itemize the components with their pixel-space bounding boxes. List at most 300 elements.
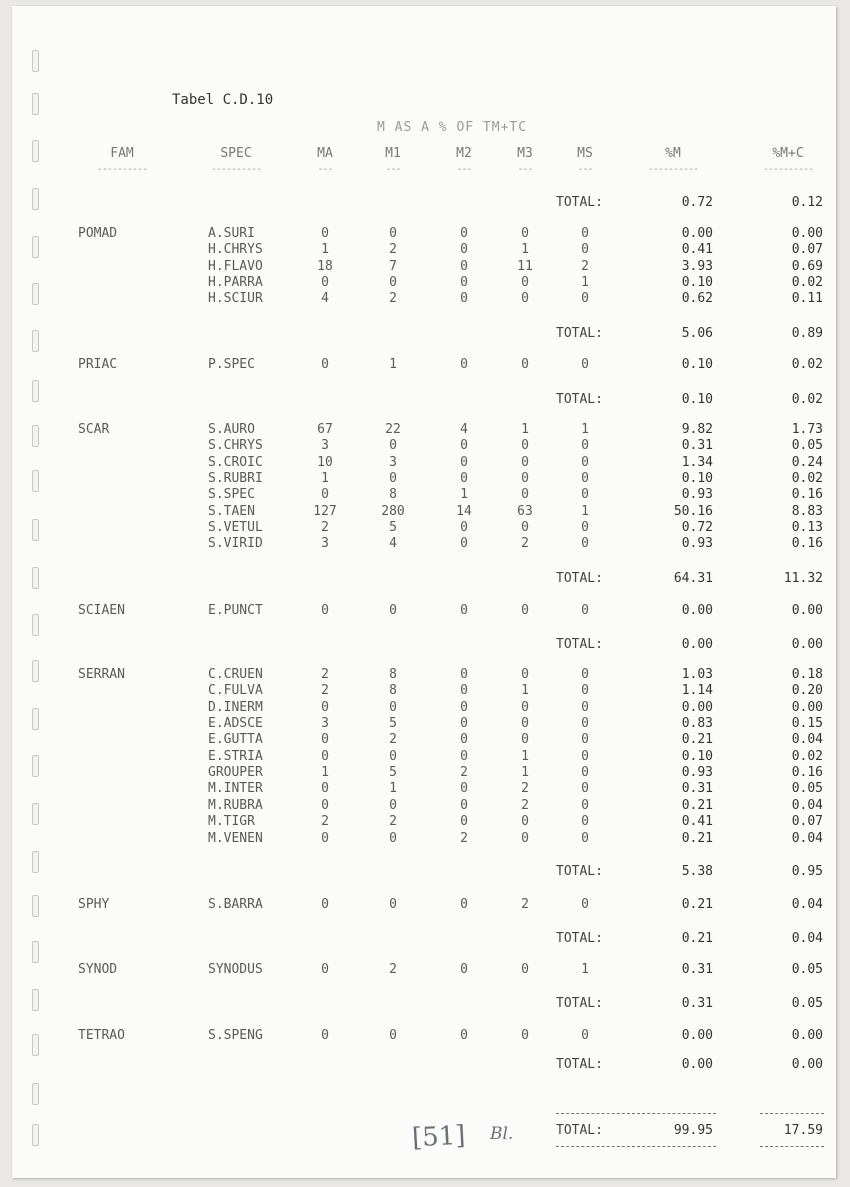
binder-hole	[32, 380, 39, 402]
pct-mc: 0.02	[791, 471, 823, 487]
total-pct-m: 0.00	[681, 637, 713, 652]
ms-count: 0	[581, 454, 589, 470]
ma-count: 3	[321, 536, 329, 552]
pct-mc: 0.16	[791, 536, 823, 552]
m1-count: 280	[381, 503, 405, 519]
m1-count: 8	[389, 667, 397, 682]
column-header-fam: FAM	[110, 146, 134, 161]
ms-count: 0	[581, 716, 589, 732]
family-name: SCIAEN	[78, 603, 125, 618]
m1-count: 5	[389, 716, 397, 732]
pct-mc: 0.07	[791, 242, 823, 258]
family-name: TETRAO	[78, 1028, 125, 1043]
pct-m: 0.93	[681, 765, 713, 781]
ma-count: 0	[321, 830, 329, 846]
ms-count: 1	[581, 422, 589, 437]
m1-count: 22	[385, 422, 401, 437]
m2-count: 0	[460, 732, 468, 748]
ma-count: 0	[321, 748, 329, 764]
ms-count: 0	[581, 536, 589, 552]
document-page	[12, 6, 836, 1178]
header-underline: ----------	[647, 164, 699, 175]
family-name: SCAR	[78, 422, 110, 437]
species-code: H.FLAVO	[208, 258, 263, 274]
binder-hole	[32, 989, 39, 1011]
ma-count: 0	[321, 699, 329, 715]
species-code: S.BARRA	[208, 897, 263, 912]
pct-mc: 0.04	[791, 797, 823, 813]
pct-m: 0.10	[681, 357, 713, 372]
species-code: C.CRUEN	[208, 667, 263, 682]
species-code: SYNODUS	[208, 962, 263, 977]
species-code: M.INTER	[208, 781, 263, 797]
grand-total-rule-top-mc	[760, 1113, 824, 1114]
m3-count: 1	[521, 748, 529, 764]
m2-count: 0	[460, 781, 468, 797]
total-pct-mc: 0.95	[791, 864, 823, 879]
species-code: E.ADSCE	[208, 716, 263, 732]
ms-count: 0	[581, 226, 589, 241]
m3-count: 0	[521, 814, 529, 830]
m1-count: 0	[389, 699, 397, 715]
total-pct-m: 0.10	[681, 392, 713, 407]
m2-count: 0	[460, 897, 468, 912]
ms-count: 0	[581, 814, 589, 830]
m3-count: 1	[521, 765, 529, 781]
ma-count: 0	[321, 897, 329, 912]
binder-hole	[32, 1034, 39, 1056]
ma-count: 0	[321, 357, 329, 372]
pct-mc: 0.69	[791, 258, 823, 274]
ms-count: 0	[581, 748, 589, 764]
pct-mc: 0.16	[791, 487, 823, 503]
m3-count: 0	[521, 275, 529, 291]
m2-count: 0	[460, 275, 468, 291]
ms-count: 1	[581, 275, 589, 291]
m3-count: 0	[521, 732, 529, 748]
species-code: S.VETUL	[208, 520, 263, 536]
family-name: POMAD	[78, 226, 118, 241]
species-code: A.SURI	[208, 226, 255, 241]
column-header-m: %M	[665, 146, 681, 161]
ms-count: 0	[581, 797, 589, 813]
m2-count: 0	[460, 454, 468, 470]
m1-count: 0	[389, 603, 397, 618]
species-code: S.RUBRI	[208, 471, 263, 487]
pct-mc: 0.11	[791, 291, 823, 307]
m3-count: 2	[521, 797, 529, 813]
total-pct-mc: 11.32	[783, 571, 823, 586]
m3-count: 0	[521, 667, 529, 682]
species-code: E.GUTTA	[208, 732, 263, 748]
binder-hole	[32, 1124, 39, 1146]
total-label: TOTAL:	[556, 326, 603, 341]
pct-m: 3.93	[681, 258, 713, 274]
binder-hole	[32, 895, 39, 917]
m1-count: 0	[389, 1028, 397, 1043]
ma-count: 0	[321, 781, 329, 797]
binder-hole	[32, 1083, 39, 1105]
pct-mc: 8.83	[791, 503, 823, 519]
total-label: TOTAL:	[556, 996, 603, 1011]
m1-count: 0	[389, 226, 397, 241]
m2-count: 0	[460, 716, 468, 732]
pct-m: 0.21	[681, 732, 713, 748]
column-header-m2: M2	[456, 146, 472, 161]
total-pct-m: 5.38	[681, 864, 713, 879]
family-name: PRIAC	[78, 357, 118, 372]
m2-count: 2	[460, 830, 468, 846]
m3-count: 0	[521, 716, 529, 732]
ms-count: 0	[581, 781, 589, 797]
column-header-m1: M1	[385, 146, 401, 161]
pct-m: 0.93	[681, 487, 713, 503]
header-underline: ---	[385, 164, 401, 175]
total-pct-mc: 0.02	[791, 392, 823, 407]
pct-mc: 0.13	[791, 520, 823, 536]
pct-mc: 0.05	[791, 781, 823, 797]
pct-m: 1.34	[681, 454, 713, 470]
m2-count: 0	[460, 520, 468, 536]
table-title: Tabel C.D.10	[172, 92, 274, 108]
total-label: TOTAL:	[556, 1123, 603, 1138]
species-code: C.FULVA	[208, 683, 263, 699]
species-code: S.SPENG	[208, 1028, 263, 1043]
total-pct-mc: 0.12	[791, 195, 823, 210]
m1-count: 0	[389, 748, 397, 764]
binder-hole	[32, 941, 39, 963]
grand-total-rule-bottom	[556, 1146, 716, 1147]
pct-mc: 0.24	[791, 454, 823, 470]
species-code: H.PARRA	[208, 275, 263, 291]
pct-m: 50.16	[673, 503, 713, 519]
pct-mc: 1.73	[791, 422, 823, 437]
m1-count: 0	[389, 471, 397, 487]
pct-m: 0.21	[681, 797, 713, 813]
pct-mc: 0.18	[791, 667, 823, 682]
m3-count: 0	[521, 1028, 529, 1043]
m1-count: 7	[389, 258, 397, 274]
pct-m: 0.00	[681, 226, 713, 241]
binder-hole	[32, 93, 39, 115]
total-label: TOTAL:	[556, 637, 603, 652]
total-label: TOTAL:	[556, 195, 603, 210]
species-code: S.SPEC	[208, 487, 255, 503]
m1-count: 0	[389, 797, 397, 813]
ma-count: 0	[321, 275, 329, 291]
header-underline: ---	[517, 164, 533, 175]
total-label: TOTAL:	[556, 864, 603, 879]
pct-m: 9.82	[681, 422, 713, 437]
pct-m: 0.21	[681, 897, 713, 912]
species-code: H.SCIUR	[208, 291, 263, 307]
binder-hole	[32, 188, 39, 210]
handwritten-page-number: [51]	[411, 1120, 467, 1154]
ma-count: 0	[321, 226, 329, 241]
binder-hole	[32, 614, 39, 636]
m3-count: 2	[521, 897, 529, 912]
binder-hole	[32, 236, 39, 258]
ms-count: 0	[581, 291, 589, 307]
pct-m: 0.93	[681, 536, 713, 552]
binder-hole	[32, 330, 39, 352]
m2-count: 0	[460, 814, 468, 830]
total-pct-m: 0.00	[681, 1057, 713, 1072]
pct-mc: 0.02	[791, 275, 823, 291]
pct-mc: 0.02	[791, 748, 823, 764]
pct-m: 0.10	[681, 275, 713, 291]
pct-m: 1.03	[681, 667, 713, 682]
binder-hole	[32, 851, 39, 873]
pct-mc: 0.15	[791, 716, 823, 732]
ms-count: 0	[581, 683, 589, 699]
ma-count: 4	[321, 291, 329, 307]
pct-mc: 0.00	[791, 699, 823, 715]
pct-m: 0.00	[681, 699, 713, 715]
species-code: H.CHRYS	[208, 242, 263, 258]
m3-count: 0	[521, 962, 529, 977]
m3-count: 11	[517, 258, 533, 274]
ma-count: 0	[321, 603, 329, 618]
family-name: SPHY	[78, 897, 110, 912]
binder-hole	[32, 283, 39, 305]
pct-m: 0.83	[681, 716, 713, 732]
total-pct-m: 0.72	[681, 195, 713, 210]
pct-m: 0.41	[681, 242, 713, 258]
total-label: TOTAL:	[556, 1057, 603, 1072]
ms-count: 0	[581, 520, 589, 536]
ms-count: 0	[581, 765, 589, 781]
m2-count: 0	[460, 258, 468, 274]
pct-mc: 0.07	[791, 814, 823, 830]
pct-m: 1.14	[681, 683, 713, 699]
header-underline: ---	[577, 164, 593, 175]
ms-count: 0	[581, 732, 589, 748]
m3-count: 1	[521, 242, 529, 258]
ms-count: 0	[581, 438, 589, 454]
m1-count: 5	[389, 765, 397, 781]
header-underline: ----------	[96, 164, 148, 175]
ma-count: 1	[321, 242, 329, 258]
pct-mc: 0.04	[791, 732, 823, 748]
m2-count: 2	[460, 765, 468, 781]
total-pct-mc: 0.89	[791, 326, 823, 341]
handwritten-initials: Bl.	[490, 1124, 514, 1144]
header-underline: ----------	[762, 164, 814, 175]
m3-count: 2	[521, 536, 529, 552]
binder-hole	[32, 50, 39, 72]
m2-count: 0	[460, 603, 468, 618]
m2-count: 4	[460, 422, 468, 437]
species-code: D.INERM	[208, 699, 263, 715]
m1-count: 2	[389, 291, 397, 307]
m2-count: 0	[460, 357, 468, 372]
pct-m: 0.72	[681, 520, 713, 536]
binder-hole	[32, 755, 39, 777]
ms-count: 0	[581, 830, 589, 846]
m2-count: 0	[460, 748, 468, 764]
m3-count: 0	[521, 226, 529, 241]
species-code: S.VIRID	[208, 536, 263, 552]
ma-count: 0	[321, 732, 329, 748]
m3-count: 0	[521, 520, 529, 536]
m2-count: 14	[456, 503, 472, 519]
m3-count: 0	[521, 438, 529, 454]
total-pct-mc: 0.00	[791, 1057, 823, 1072]
species-code: E.PUNCT	[208, 603, 263, 618]
ma-count: 127	[313, 503, 337, 519]
binder-hole	[32, 803, 39, 825]
pct-mc: 0.04	[791, 830, 823, 846]
grand-total-rule-top	[556, 1113, 716, 1114]
total-pct-mc: 0.00	[791, 637, 823, 652]
ms-count: 0	[581, 471, 589, 487]
ma-count: 18	[317, 258, 333, 274]
m2-count: 0	[460, 291, 468, 307]
species-code: S.CROIC	[208, 454, 263, 470]
m1-count: 2	[389, 814, 397, 830]
total-label: TOTAL:	[556, 392, 603, 407]
total-pct-mc: 0.05	[791, 996, 823, 1011]
pct-mc: 0.05	[791, 962, 823, 977]
total-pct-m: 0.31	[681, 996, 713, 1011]
species-code: S.TAEN	[208, 503, 255, 519]
pct-m: 0.21	[681, 830, 713, 846]
pct-mc: 0.20	[791, 683, 823, 699]
ma-count: 1	[321, 471, 329, 487]
total-pct-m: 99.95	[673, 1123, 713, 1138]
m1-count: 2	[389, 242, 397, 258]
ma-count: 3	[321, 438, 329, 454]
binder-hole	[32, 425, 39, 447]
m2-count: 0	[460, 242, 468, 258]
pct-m: 0.00	[681, 1028, 713, 1043]
m1-count: 0	[389, 438, 397, 454]
column-header-spec: SPEC	[220, 146, 252, 161]
pct-m: 0.10	[681, 471, 713, 487]
pct-mc: 0.05	[791, 438, 823, 454]
species-code: M.VENEN	[208, 830, 263, 846]
column-header-ma: MA	[317, 146, 333, 161]
pct-mc: 0.16	[791, 765, 823, 781]
binder-hole	[32, 567, 39, 589]
m1-count: 2	[389, 732, 397, 748]
grand-total-rule-bottom-mc	[760, 1146, 824, 1147]
m1-count: 4	[389, 536, 397, 552]
ma-count: 2	[321, 683, 329, 699]
m1-count: 0	[389, 275, 397, 291]
ma-count: 1	[321, 765, 329, 781]
ms-count: 0	[581, 1028, 589, 1043]
ms-count: 0	[581, 699, 589, 715]
m1-count: 1	[389, 781, 397, 797]
species-code: M.TIGR	[208, 814, 255, 830]
ma-count: 0	[321, 962, 329, 977]
m2-count: 0	[460, 797, 468, 813]
m3-count: 0	[521, 357, 529, 372]
binder-hole	[32, 140, 39, 162]
m1-count: 8	[389, 683, 397, 699]
pct-mc: 0.04	[791, 897, 823, 912]
pct-m: 0.62	[681, 291, 713, 307]
pct-mc: 0.02	[791, 357, 823, 372]
species-code: GROUPER	[208, 765, 263, 781]
ms-count: 1	[581, 503, 589, 519]
binder-hole	[32, 519, 39, 541]
pct-m: 0.31	[681, 438, 713, 454]
m3-count: 63	[517, 503, 533, 519]
pct-mc: 0.00	[791, 226, 823, 241]
m2-count: 0	[460, 1028, 468, 1043]
m1-count: 3	[389, 454, 397, 470]
m1-count: 5	[389, 520, 397, 536]
pct-m: 0.41	[681, 814, 713, 830]
m3-count: 0	[521, 291, 529, 307]
m3-count: 2	[521, 781, 529, 797]
header-underline: ---	[456, 164, 472, 175]
table-subtitle: M AS A % OF TM+TC	[377, 120, 528, 135]
m3-count: 1	[521, 683, 529, 699]
column-header-m3: M3	[517, 146, 533, 161]
species-code: E.STRIA	[208, 748, 263, 764]
m1-count: 1	[389, 357, 397, 372]
ma-count: 2	[321, 667, 329, 682]
total-pct-mc: 0.04	[791, 931, 823, 946]
m1-count: 2	[389, 962, 397, 977]
m3-count: 0	[521, 603, 529, 618]
m2-count: 1	[460, 487, 468, 503]
m2-count: 0	[460, 962, 468, 977]
species-code: S.CHRYS	[208, 438, 263, 454]
ms-count: 2	[581, 258, 589, 274]
ms-count: 0	[581, 242, 589, 258]
column-header-mc: %M+C	[772, 146, 804, 161]
m1-count: 8	[389, 487, 397, 503]
family-name: SERRAN	[78, 667, 125, 682]
ma-count: 0	[321, 1028, 329, 1043]
ms-count: 0	[581, 487, 589, 503]
species-code: M.RUBRA	[208, 797, 263, 813]
m1-count: 0	[389, 897, 397, 912]
family-name: SYNOD	[78, 962, 118, 977]
m2-count: 0	[460, 699, 468, 715]
ma-count: 2	[321, 520, 329, 536]
ma-count: 0	[321, 797, 329, 813]
species-code: P.SPEC	[208, 357, 255, 372]
ms-count: 0	[581, 897, 589, 912]
ma-count: 67	[317, 422, 333, 437]
m1-count: 0	[389, 830, 397, 846]
ma-count: 0	[321, 487, 329, 503]
pct-m: 0.31	[681, 962, 713, 977]
m3-count: 0	[521, 830, 529, 846]
m2-count: 0	[460, 471, 468, 487]
m2-count: 0	[460, 683, 468, 699]
header-underline: ----------	[210, 164, 262, 175]
header-underline: ---	[317, 164, 333, 175]
ma-count: 3	[321, 716, 329, 732]
pct-mc: 0.00	[791, 603, 823, 618]
total-pct-m: 5.06	[681, 326, 713, 341]
ma-count: 2	[321, 814, 329, 830]
total-label: TOTAL:	[556, 571, 603, 586]
total-label: TOTAL:	[556, 931, 603, 946]
ma-count: 10	[317, 454, 333, 470]
m3-count: 1	[521, 422, 529, 437]
total-pct-m: 64.31	[673, 571, 713, 586]
m3-count: 0	[521, 454, 529, 470]
binder-hole	[32, 470, 39, 492]
